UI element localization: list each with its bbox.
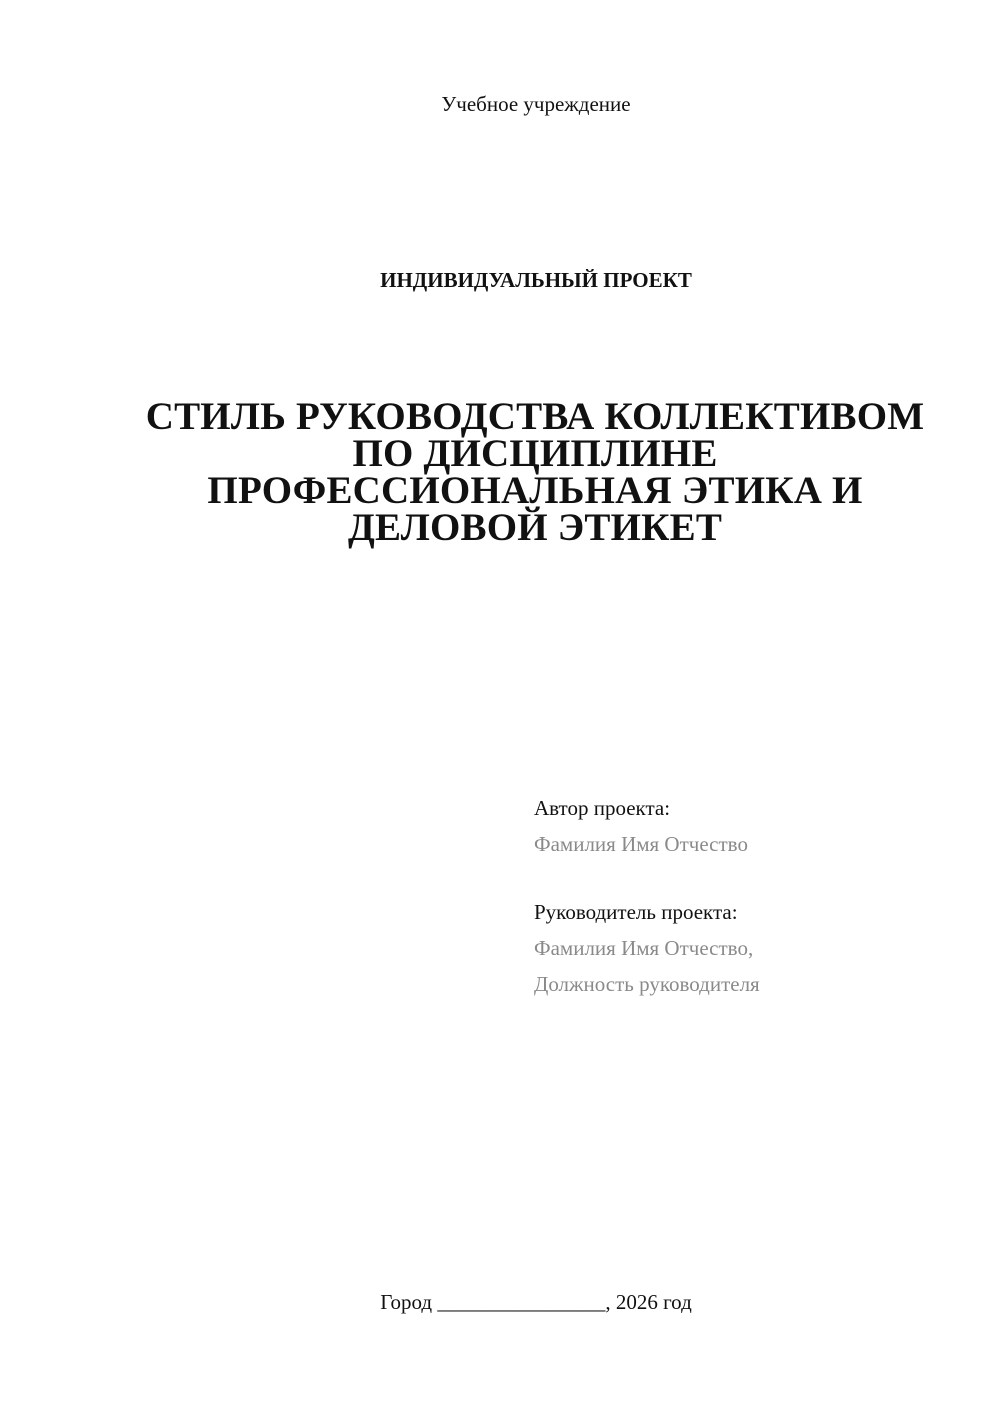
institution-name: Учебное учреждение <box>441 92 631 116</box>
supervisor-label: Руководитель проекта: <box>534 900 738 924</box>
title-line: ПРОФЕССИОНАЛЬНАЯ ЭТИКА И <box>207 469 863 512</box>
document-title <box>120 395 950 549</box>
author-name: Фамилия Имя Отчество <box>534 832 748 856</box>
supervisor-block <box>534 894 760 1002</box>
document-type: ИНДИВИДУАЛЬНЫЙ ПРОЕКТ <box>380 268 692 292</box>
author-label: Автор проекта: <box>534 796 671 820</box>
title-line: ДЕЛОВОЙ ЭТИКЕТ <box>347 506 723 549</box>
supervisor-name: Фамилия Имя Отчество, <box>534 936 754 960</box>
supervisor-position: Должность руководителя <box>534 972 760 996</box>
title-line: СТИЛЬ РУКОВОДСТВА КОЛЛЕКТИВОМ <box>145 395 925 438</box>
city-year-line: Город ________________, 2026 год <box>380 1290 692 1314</box>
title-line: ПО ДИСЦИПЛИНЕ <box>352 432 718 475</box>
author-block <box>534 790 748 862</box>
